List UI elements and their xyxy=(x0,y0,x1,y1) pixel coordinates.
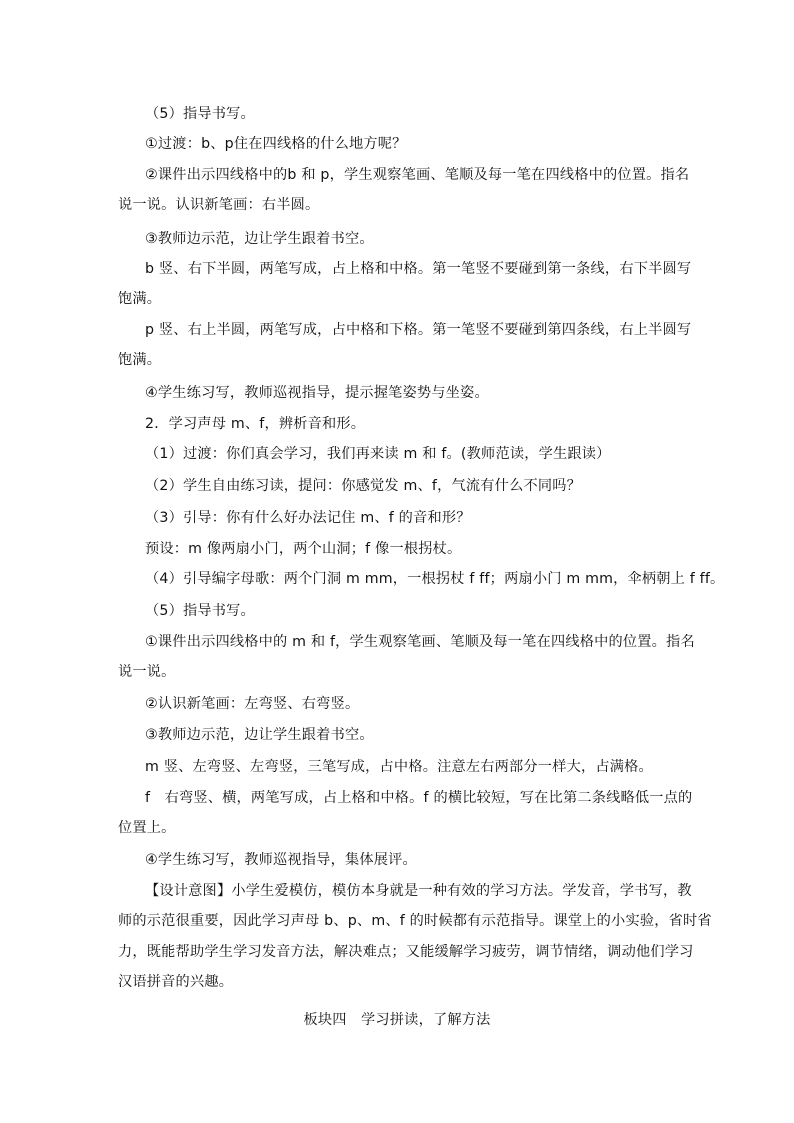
text-line: ①过渡：b、p住在四线格的什么地方呢？ xyxy=(145,136,407,152)
text-line: ①课件出示四线格中的 m 和 f，学生观察笔画、笔顺及每一笔在四线格中的位置。指名 xyxy=(145,634,695,650)
text-line: 饱满。 xyxy=(118,291,162,307)
text-line: （4）引导编字母歌：两个门洞 m mm，一根拐杖 f ff；两扇小门 m mm，伞柄朝上 f ff。 xyxy=(145,571,725,587)
text-line: ④学生练习写，教师巡视指导，集体展评。 xyxy=(145,852,417,868)
text-line: （2）学生自由练习读，提问：你感觉发 m、f，气流有什么不同吗？ xyxy=(145,478,582,494)
text-line: f 右弯竖、横，两笔写成，占上格和中格。f 的横比较短，写在比第二条线略低一点的 xyxy=(145,790,693,806)
text-line: ③教师边示范，边让学生跟着书空。 xyxy=(145,231,374,247)
text-line: 师的示范很重要，因此学习声母 b、p、m、f 的时候都有示范指导。课堂上的小实验，省时省 xyxy=(118,913,712,929)
text-line: 力，既能帮助学生学习发音方法，解决难点；又能缓解学习疲劳，调节情绪，调动他们学习 xyxy=(118,944,694,960)
text-line: 【设计意图】小学生爱模仿，模仿本身就是一种有效的学习方法。学发音，学书写，教 xyxy=(145,883,692,899)
text-line: 说一说。认识新笔画：右半圆。 xyxy=(118,197,320,213)
text-line: ④学生练习写，教师巡视指导，提示握笔姿势与坐姿。 xyxy=(145,385,489,401)
text-line: b 竖、右下半圆，两笔写成，占上格和中格。第一笔竖不要碰到第一条线，右下半圆写 xyxy=(145,261,692,277)
text-line: ②认识新笔画：左弯竖、右弯竖。 xyxy=(145,696,360,712)
text-line: （1）过渡：你们真会学习，我们再来读 m 和 f。(教师范读，学生跟读） xyxy=(145,446,611,462)
text-line: （5）指导书写。 xyxy=(145,603,255,619)
text-line: 位置上。 xyxy=(118,820,176,836)
text-line: ③教师边示范，边让学生跟着书空。 xyxy=(145,727,374,743)
text-line: ②课件出示四线格中的b 和 p，学生观察笔画、笔顺及每一笔在四线格中的位置。指名 xyxy=(145,167,690,183)
text-line: 饱满。 xyxy=(118,352,162,368)
text-line: m 竖、左弯竖、左弯竖，三笔写成，占中格。注意左右两部分一样大，占满格。 xyxy=(145,759,653,775)
text-line: （3）引导：你有什么好办法记住 m、f 的音和形？ xyxy=(145,510,471,526)
text-line: 预设：m 像两扇小门，两个山洞；f 像一根拐杖。 xyxy=(145,541,462,557)
text-line: 汉语拼音的兴趣。 xyxy=(118,974,234,990)
text-line: p 竖、右上半圆，两笔写成，占中格和下格。第一笔竖不要碰到第四条线，右上半圆写 xyxy=(145,322,692,338)
section-heading: 板块四 学习拼读，了解方法 xyxy=(303,1012,491,1028)
text-line: （5）指导书写。 xyxy=(145,106,255,122)
text-line: 说一说。 xyxy=(118,664,176,680)
text-line: 2．学习声母 m、f，辨析音和形。 xyxy=(145,416,366,432)
